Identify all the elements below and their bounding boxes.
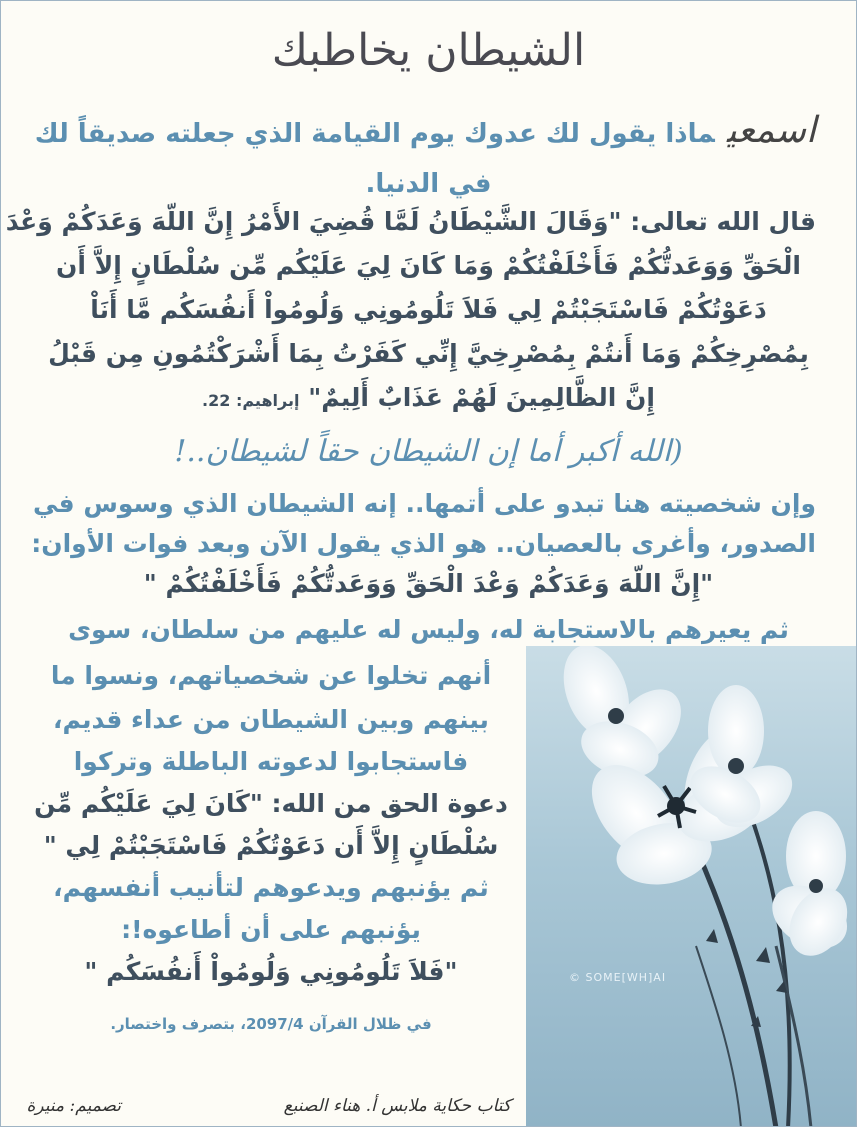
verse-text-5: إِنَّ الظَّالِمِينَ لَهُمْ عَذَابٌ أَلِيمٌ" — [308, 383, 655, 412]
intro-line-2: في الدنيا. — [365, 169, 492, 199]
body-line-9: سُلْطَانٍ إِلاَّ أَن دَعَوْتُكُمْ فَاسْتَجَبْتُمْ لِي " — [43, 831, 499, 860]
body-line-5: أنهم تخلوا عن شخصياتهم، ونسوا ما — [50, 661, 492, 690]
verse-line-2: الْحَقِّ وَوَعَدتُّكُمْ فَأَخْلَفْتُكُمْ وَمَا كَانَ لِيَ عَلَيْكُم مِّن سُلْطَانٍ إِلاَّ أَن — [56, 251, 801, 280]
body-line-6: بينهم وبين الشيطان من عداء قديم، — [53, 705, 489, 734]
intro-line-1 — [34, 110, 816, 151]
body-line-1: وإن شخصيته هنا تبدو على أتمها.. إنه الشيطان الذي وسوس في — [32, 489, 816, 518]
flower-illustration — [526, 646, 857, 1127]
body-line-11: يؤنبهم على أن أطاعوه!: — [121, 915, 421, 944]
body-line-7: فاستجابوا لدعوته الباطلة وتركوا — [73, 747, 469, 776]
body-line-12: "فَلاَ تَلُومُونِي وَلُومُواْ أَنفُسَكُم " — [84, 957, 458, 986]
verse-line-1 — [5, 207, 816, 236]
verse-line-5 — [41, 385, 816, 410]
photo-watermark: © SOME[WH]AI — [569, 971, 667, 984]
body-line-4: ثم يعيرهم بالاستجابة له، وليس له عليهم من سلطان، سوى — [68, 615, 789, 644]
body-line-8 — [31, 791, 511, 816]
body-line-10: ثم يؤنبهم ويدعوهم لتأنيب أنفسهم، — [53, 873, 489, 902]
body-line-3: "إِنَّ اللّهَ وَعَدَكُمْ وَعْدَ الْحَقِّ وَوَعَدتُّكُمْ فَأَخْلَفْتُكُمْ " — [143, 569, 714, 598]
intro-name: اسمعي — [726, 110, 816, 151]
footer-designer-credit: تصميم: منيرة — [26, 1096, 121, 1116]
verse-line-3: دَعَوْتُكُمْ فَاسْتَجَبْتُمْ لِي فَلاَ تَلُومُونِي وَلُومُواْ أَنفُسَكُم مَّا أَنَاْ — [90, 295, 767, 324]
source-citation: في ظلال القرآن 2097/4، بتصرف واختصار. — [110, 1015, 432, 1033]
exclamation: (الله أكبر أما إن الشيطان حقاً لشيطان..! — [174, 434, 683, 469]
verse-line-4: بِمُصْرِخِكُمْ وَمَا أَنتُمْ بِمُصْرِخِيَّ إِنِّي كَفَرْتُ بِمَا أَشْرَكْتُمُونِ مِن قَبْلُ — [48, 339, 809, 368]
page-title: الشيطان يخاطبك — [271, 25, 586, 76]
flower-photo — [526, 646, 857, 1127]
body-line-2: الصدور، وأغرى بالعصيان.. هو الذي يقول الآن وبعد فوات الأوان: — [31, 529, 816, 558]
body-text-8: دعوة الحق من الله: "كَانَ لِيَ عَلَيْكُم مِّن — [34, 789, 508, 818]
verse-reference: إبراهيم: 22. — [202, 391, 300, 410]
verse-text-1: قال الله تعالى: "وَقَالَ الشَّيْطَانُ لَمَّا قُضِيَ الأَمْرُ إِنَّ اللّهَ وَعَدَكُمْ وَعْدَ — [5, 207, 816, 236]
intro-text: ماذا يقول لك عدوك يوم القيامة الذي جعلته صديقاً لك — [34, 119, 715, 149]
footer-book-credit: كتاب حكاية ملابس أ. هناء الصنبع — [283, 1096, 511, 1116]
